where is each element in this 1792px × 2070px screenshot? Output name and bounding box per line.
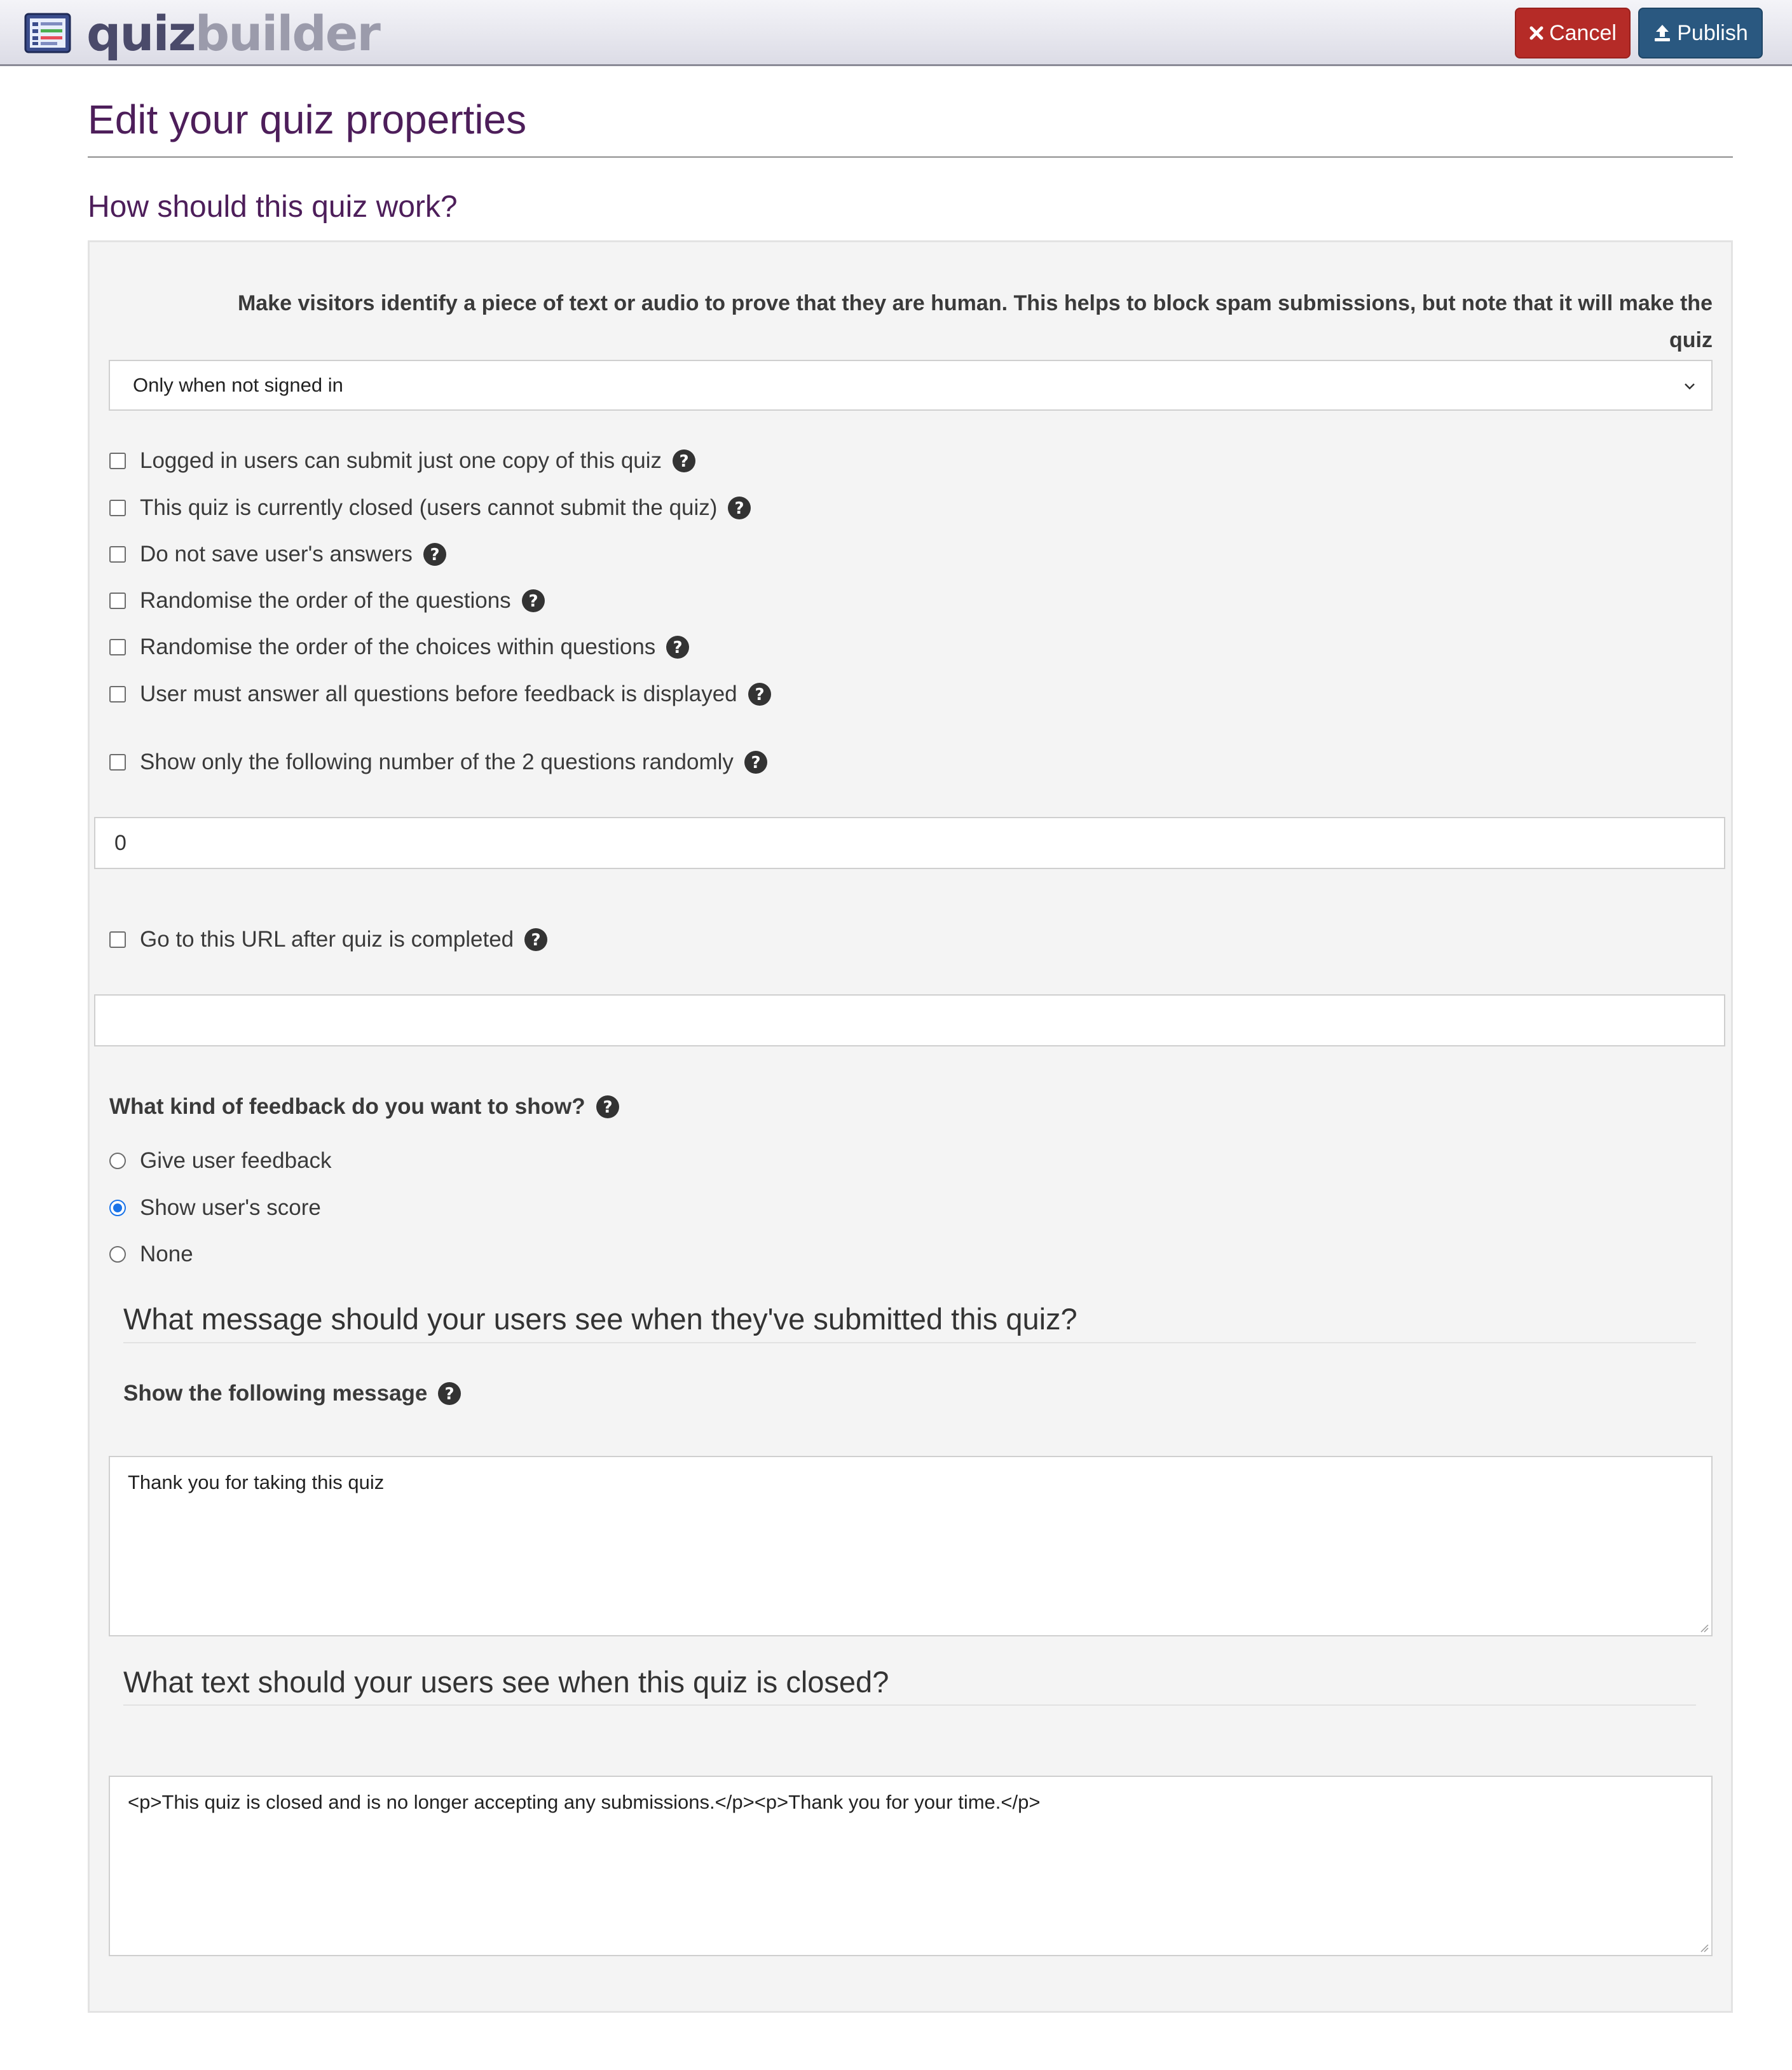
radio-label: Show user's score — [140, 1195, 321, 1220]
upload-icon — [1653, 24, 1672, 43]
checkbox[interactable] — [109, 686, 126, 703]
option-label: This quiz is currently closed (users cannot submit the quiz) — [140, 495, 718, 520]
feedback-option-none[interactable] — [109, 1238, 193, 1271]
radio-button[interactable] — [109, 1246, 126, 1263]
resize-grip-icon[interactable] — [1700, 1943, 1709, 1952]
option-label: Show only the following number of the 2 questions randomly — [140, 750, 734, 774]
option-label: Go to this URL after quiz is completed — [140, 927, 514, 952]
radio-label: None — [140, 1242, 193, 1266]
checkbox[interactable] — [109, 931, 126, 948]
option-label: Randomise the order of the questions — [140, 588, 511, 613]
logo-quiz: quiz — [86, 5, 195, 62]
publish-label: Publish — [1677, 21, 1748, 45]
question-circle-icon[interactable] — [666, 635, 690, 659]
checkbox[interactable] — [109, 500, 126, 516]
submitted-heading: What message should your users see when they've submitted this quiz? — [123, 1302, 1077, 1336]
checkbox[interactable] — [109, 453, 126, 469]
svg-text:?: ? — [528, 592, 538, 611]
svg-text:?: ? — [734, 499, 744, 518]
section-title: How should this quiz work? — [88, 190, 458, 224]
submitted-message-text: Thank you for taking this quiz — [128, 1471, 385, 1493]
option-redirect-url[interactable] — [109, 923, 548, 956]
logo-builder: builder — [195, 5, 380, 62]
cancel-label: Cancel — [1549, 21, 1617, 45]
submitted-message-textarea[interactable] — [109, 1456, 1713, 1636]
logo — [86, 4, 380, 64]
question-circle-icon[interactable] — [744, 750, 768, 774]
option-random-count[interactable] — [109, 746, 768, 779]
question-circle-icon[interactable] — [727, 496, 751, 520]
radio-label: Give user feedback — [140, 1148, 332, 1173]
option-do-not-save[interactable] — [109, 538, 447, 571]
redirect-url-input[interactable] — [94, 994, 1725, 1046]
svg-text:?: ? — [751, 753, 761, 772]
svg-text:?: ? — [673, 638, 683, 657]
option-answer-all[interactable] — [109, 678, 772, 711]
option-label: User must answer all questions before feedback is displayed — [140, 682, 737, 706]
closed-divider — [123, 1704, 1696, 1706]
captcha-description-line-1: Make visitors identify a piece of text or audio to prove that they are human. This helps to block spam submissions, but note that it will make the quiz — [237, 291, 1713, 352]
submitted-message-label — [123, 1377, 462, 1410]
feedback-option-show-score[interactable] — [109, 1191, 321, 1224]
publish-button[interactable] — [1638, 8, 1763, 58]
radio-button-selected[interactable] — [109, 1200, 126, 1216]
question-circle-icon[interactable] — [437, 1381, 462, 1406]
svg-text:?: ? — [444, 1385, 455, 1404]
option-randomise-choices[interactable] — [109, 631, 690, 664]
closed-heading: What text should your users see when this quiz is closed? — [123, 1665, 889, 1699]
radio-button[interactable] — [109, 1153, 126, 1169]
resize-grip-icon[interactable] — [1700, 1624, 1709, 1633]
list-logo-icon — [24, 13, 71, 53]
checkbox[interactable] — [109, 754, 126, 771]
title-divider — [88, 156, 1733, 158]
feedback-question-label: What kind of feedback do you want to show? — [109, 1094, 585, 1119]
cancel-button[interactable] — [1515, 8, 1631, 58]
option-randomise-questions[interactable] — [109, 584, 545, 617]
option-label: Logged in users can submit just one copy of this quiz — [140, 448, 662, 473]
option-quiz-closed[interactable] — [109, 491, 751, 524]
close-icon — [1529, 25, 1544, 41]
question-circle-icon[interactable] — [672, 449, 696, 473]
svg-text:?: ? — [603, 1098, 613, 1117]
svg-text:?: ? — [755, 685, 765, 704]
submitted-label-text: Show the following message — [123, 1381, 428, 1406]
closed-message-textarea[interactable] — [109, 1776, 1713, 1956]
question-circle-icon[interactable] — [596, 1095, 620, 1119]
checkbox[interactable] — [109, 639, 126, 655]
captcha-select[interactable] — [109, 360, 1713, 411]
checkbox[interactable] — [109, 546, 126, 563]
question-circle-icon[interactable] — [524, 928, 548, 952]
question-circle-icon[interactable] — [521, 589, 545, 613]
chevron-down-icon — [1682, 379, 1697, 394]
random-count-input[interactable]: 0 — [94, 817, 1725, 869]
svg-text:?: ? — [679, 452, 689, 471]
top-bar — [0, 0, 1792, 66]
captcha-select-value: Only when not signed in — [133, 374, 343, 396]
svg-text:?: ? — [430, 545, 440, 565]
feedback-option-give-feedback[interactable] — [109, 1144, 332, 1177]
submitted-divider — [123, 1342, 1696, 1343]
svg-text:?: ? — [531, 931, 541, 950]
option-one-copy[interactable] — [109, 444, 696, 477]
checkbox[interactable] — [109, 593, 126, 609]
feedback-question — [109, 1090, 620, 1123]
question-circle-icon[interactable] — [423, 542, 447, 566]
closed-message-text: <p>This quiz is closed and is no longer accepting any submissions.</p><p>Thank you for your time.</p> — [128, 1791, 1041, 1813]
option-label: Randomise the order of the choices within questions — [140, 634, 656, 659]
question-circle-icon[interactable] — [748, 682, 772, 706]
page-title: Edit your quiz properties — [88, 97, 527, 142]
option-label: Do not save user's answers — [140, 542, 413, 566]
